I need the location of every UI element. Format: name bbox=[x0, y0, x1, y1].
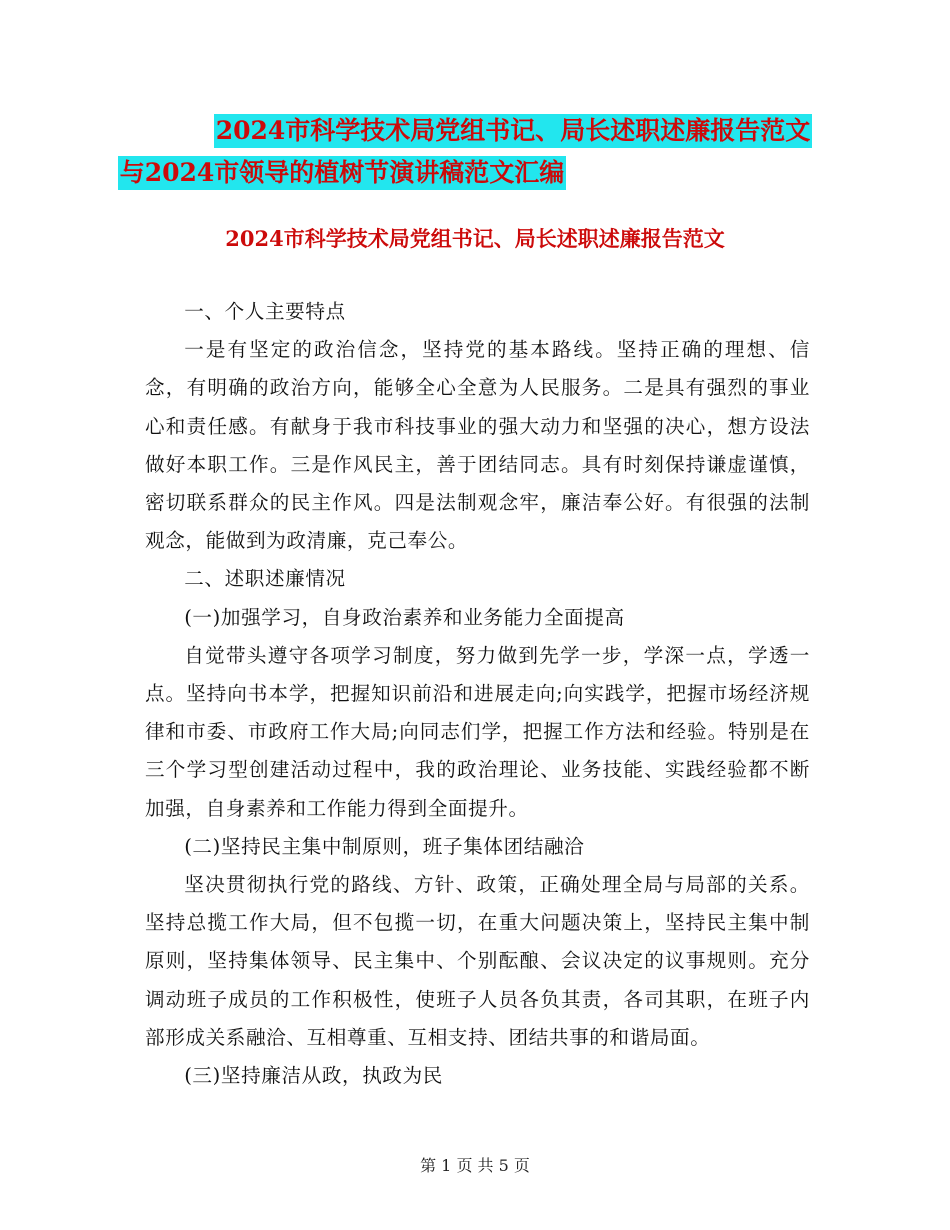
document-title-text-2: 与2024市领导的植树节演讲稿范文汇编 bbox=[118, 156, 567, 190]
document-title-line-1 bbox=[38, 114, 950, 148]
subheading-integrity: (三)坚持廉洁从政，执政为民 bbox=[184, 1064, 444, 1088]
document-body bbox=[145, 293, 810, 1095]
page-footer: 第 1 页 共 5 页 bbox=[420, 1156, 530, 1175]
heading-duty-report: 二、述职述廉情况 bbox=[184, 567, 346, 591]
paragraph-personal-traits: 一是有坚定的政治信念，坚持党的基本路线。坚持正确的理想、信念，有明确的政治方向，能够全心全意为人民服务。二是具有强烈的事业心和责任感。有献身于我市科技事业的强大动力和坚强的决心，想方设法做好本职工作。三是作风民主，善于团结同志。具有时刻保持谦虚谨慎，密切联系群众的民主作风。四是法制观念牢，廉洁奉公好。有很强的法制观念，能做到为政清廉，克己奉公。 bbox=[145, 338, 810, 553]
subheading-study: (一)加强学习，自身政治素养和业务能力全面提高 bbox=[184, 605, 625, 629]
heading-personal-traits: 一、个人主要特点 bbox=[184, 300, 346, 323]
paragraph-democratic-centralism: 坚决贯彻执行党的路线、方针、政策，正确处理全局与局部的关系。坚持总揽工作大局，但不包揽一切，在重大问题决策上，坚持民主集中制原则，坚持集体领导、民主集中、个别酝酿、会议决定的议事规则。充分调动班子成员的工作积极性，使班子人员各负其责，各司其职，在班子内部形成关系融洽、互相尊重、互相支持、团结共事的和谐局面。 bbox=[145, 873, 810, 1049]
paragraph-study: 自觉带头遵守各项学习制度，努力做到先学一步，学深一点，学透一点。坚持向书本学，把握知识前沿和进展走向;向实践学，把握市场经济规律和市委、市政府工作大局;向同志们学，把握工作方法和经验。特别是在三个学习型创建活动过程中，我的政治理论、业务技能、实践经验都不断加强，自身素养和工作能力得到全面提升。 bbox=[145, 643, 810, 820]
section-heading: 2024市科学技术局党组书记、局长述职述廉报告范文 bbox=[225, 226, 725, 251]
subheading-democratic-centralism: (二)坚持民主集中制原则，班子集体团结融洽 bbox=[184, 834, 585, 858]
document-title-line-2 bbox=[0, 156, 817, 190]
document-title-text-1: 2024市科学技术局党组书记、局长述职述廉报告范文 bbox=[214, 114, 813, 148]
